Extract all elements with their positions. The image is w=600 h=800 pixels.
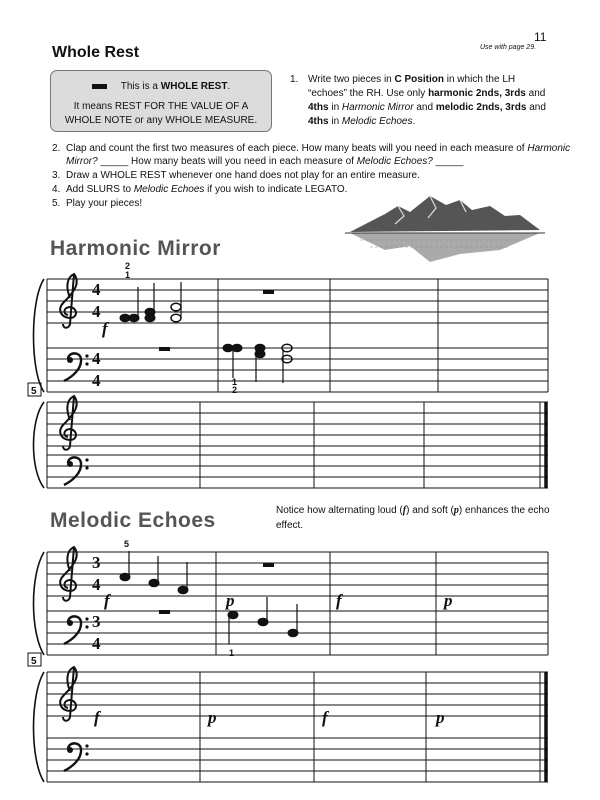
me-time-sig-top-rh: 3 <box>92 553 101 572</box>
note-forte: f <box>402 505 407 516</box>
hm-rh-notes <box>120 282 181 322</box>
bass-clef-icon <box>64 353 89 381</box>
me-lh-notes <box>228 597 298 644</box>
info-line1-bold: WHOLE REST <box>160 81 228 92</box>
whole-rest-symbol <box>159 610 170 614</box>
instr1-text: in <box>328 102 342 113</box>
bass-clef-icon <box>64 616 89 644</box>
harmonic-mirror-system-1 <box>34 279 549 392</box>
hm-time-sig-bottom-rh: 4 <box>92 302 101 321</box>
me-dynamic-r1-3: f <box>336 591 342 610</box>
page-number: 11 <box>534 30 547 44</box>
me-time-sig-bottom-lh: 4 <box>92 634 101 653</box>
info-line3: WHOLE NOTE or any WHOLE MEASURE. <box>64 115 258 126</box>
instr1-text: in which the LH “echoes” the RH. Use only <box>308 74 516 99</box>
whole-rest-symbol <box>263 290 274 294</box>
me-time-sig-top-lh: 3 <box>92 612 101 631</box>
instr2-italic: Harmonic Mirror? <box>66 143 571 167</box>
me-dynamic-r1-2: p <box>226 591 235 610</box>
hm-finger-lh-bottom: 2 <box>232 385 238 395</box>
instr4-text: if you wish to indicate LEGATO. <box>204 184 348 195</box>
instr1-italic: Harmonic Mirror <box>341 102 414 113</box>
harmonic-mirror-title: Harmonic Mirror <box>50 237 221 260</box>
melodic-echoes-title: Melodic Echoes <box>50 509 216 532</box>
instr1-bold: 4ths <box>308 102 329 113</box>
instr1-bold: harmonic 2nds, 3rds <box>428 88 526 99</box>
instruction-4-number: 4. <box>52 184 61 195</box>
hm-measure-number: 5 <box>31 386 37 397</box>
instr1-text: and <box>413 102 436 113</box>
instr1-text: Write two pieces in <box>308 74 395 85</box>
hm-time-sig-top-lh: 4 <box>92 349 101 368</box>
treble-clef-icon <box>60 396 77 450</box>
instruction-1-number: 1. <box>290 74 299 85</box>
instr1-italic: Melodic Echoes <box>341 116 413 127</box>
me-finger-rh: 5 <box>124 539 130 549</box>
instruction-5-text: Play your pieces! <box>66 198 143 209</box>
note-text: ) and soft ( <box>406 505 454 516</box>
whole-rest-symbol <box>263 563 274 567</box>
me-dynamic-r2-3: f <box>322 708 328 727</box>
instr4-text: Add SLURS to <box>66 184 134 195</box>
instr2-text: _____ How many beats will you need in each measure of <box>97 156 357 167</box>
note-piano: p <box>453 505 459 516</box>
hm-finger-lh-top: 1 <box>232 377 238 387</box>
me-dynamic-r2-1: f <box>94 708 100 727</box>
hm-finger-rh-bottom: 1 <box>125 270 131 280</box>
note-text: Notice how alternating loud ( <box>276 505 403 516</box>
instr2-italic: Melodic Echoes? <box>356 156 433 167</box>
bass-clef-icon <box>64 457 89 485</box>
instruction-5-number: 5. <box>52 198 61 209</box>
section-title: Whole Rest <box>52 44 140 61</box>
melodic-echoes-system-2 <box>34 672 549 782</box>
info-line1-prefix: This is a <box>120 81 161 92</box>
mountain-illustration <box>345 196 545 262</box>
harmonic-mirror-system-2 <box>34 402 549 488</box>
instr1-text: in <box>328 116 342 127</box>
me-measure-number: 5 <box>31 656 37 667</box>
hm-lh-notes <box>223 344 292 383</box>
use-with-note: Use with page 29. <box>480 44 537 51</box>
me-time-sig-bottom-rh: 4 <box>92 575 101 594</box>
me-dynamic-r2-2: p <box>208 708 217 727</box>
hm-finger-rh-top: 2 <box>125 261 131 271</box>
me-dynamic-r1-4: p <box>444 591 453 610</box>
me-dynamic-r1-1: f <box>104 591 110 610</box>
me-dynamic-r2-4: p <box>436 708 445 727</box>
instr4-italic: Melodic Echoes <box>133 184 205 195</box>
melodic-echoes-system-1 <box>34 552 549 655</box>
instr1-bold: melodic 2nds, 3rds <box>435 102 527 113</box>
instr2-text: _____ <box>432 156 464 167</box>
instr1-bold: 4ths <box>308 116 329 127</box>
instr1-text: and <box>526 102 546 113</box>
hm-dynamic: f <box>102 319 108 338</box>
hm-time-sig-top-rh: 4 <box>92 280 101 299</box>
instruction-3-number: 3. <box>52 170 61 181</box>
info-line1-suffix: . <box>227 81 231 92</box>
me-finger-lh: 1 <box>229 648 235 658</box>
info-line2: It means REST FOR THE VALUE OF A <box>73 101 249 112</box>
me-rh-notes <box>120 551 188 594</box>
hm-time-sig-bottom-lh: 4 <box>92 371 101 390</box>
instr2-text: Clap and count the first two measures of each piece. How many beats will you need in each measure of <box>66 143 528 154</box>
note-text: ) enhances the echo effect. <box>276 505 550 531</box>
instr1-bold: C Position <box>394 74 444 85</box>
instruction-2-number: 2. <box>52 143 61 154</box>
bass-clef-icon <box>64 743 89 771</box>
instr1-text: and <box>525 88 546 99</box>
instruction-3-text: Draw a WHOLE REST whenever one hand does not play for an entire measure. <box>66 170 420 181</box>
instr1-text: . <box>412 116 416 127</box>
whole-rest-symbol <box>159 347 170 351</box>
